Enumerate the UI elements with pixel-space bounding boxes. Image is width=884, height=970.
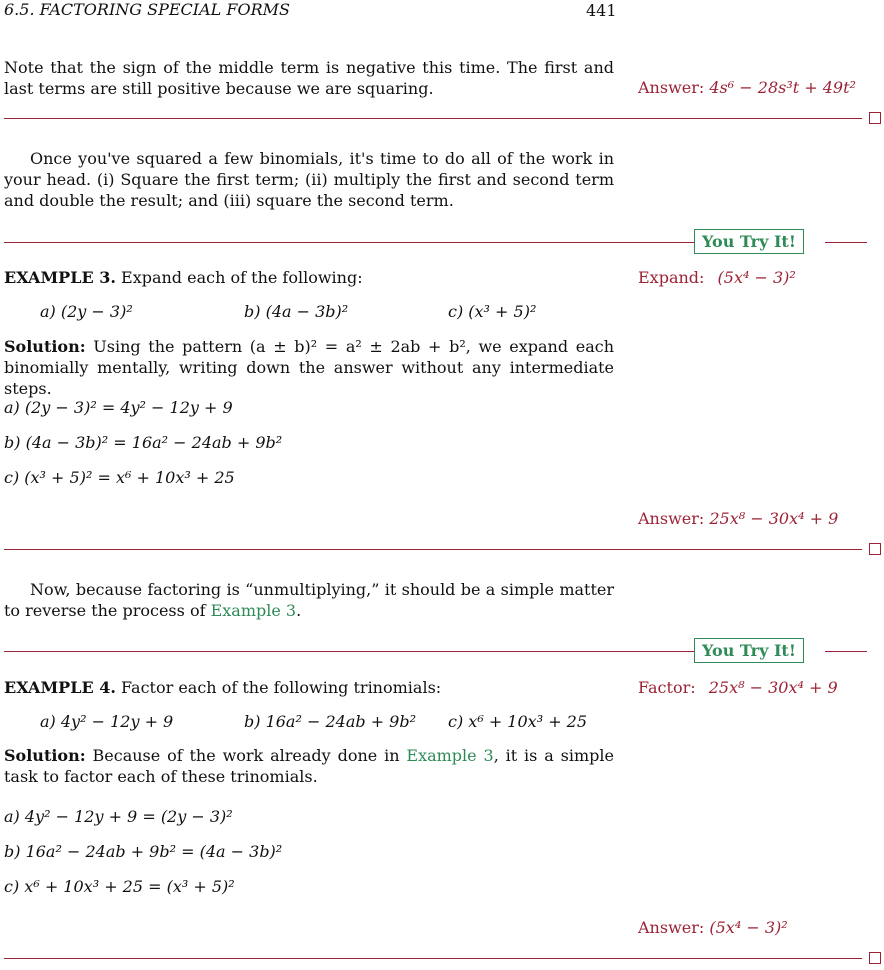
end-of-proof-box: [869, 952, 881, 964]
solution-text: Using the pattern (a ± b)² = a² ± 2ab + b², we expand each binomially mentally, writing down the answer without any intermediate steps.: [4, 337, 614, 398]
example-3-item-c: c) (x³ + 5)²: [448, 302, 537, 321]
side-prompt-label: Expand:: [638, 268, 705, 287]
divider-rule: [825, 651, 867, 652]
para-3-end: .: [296, 601, 302, 620]
example-4-result-c: c) x⁶ + 10x³ + 25 = (x³ + 5)²: [4, 877, 235, 896]
example-4-side-prompt: [638, 678, 838, 697]
example-4-prompt: Factor each of the following trinomials:: [121, 678, 442, 697]
solution-text-after: , it is a simple task to factor each of these trinomials.: [4, 746, 614, 786]
example-4-item-c: c) x⁶ + 10x³ + 25: [448, 712, 588, 731]
example-3-link[interactable]: Example 3: [406, 746, 494, 765]
divider-rule: [4, 118, 862, 119]
example-3-prompt: Expand each of the following:: [121, 268, 363, 287]
divider-rule: [4, 242, 694, 243]
you-try-it-badge: You Try It!: [694, 638, 804, 663]
divider-rule: [4, 651, 694, 652]
example-4-item-a: a) 4y² − 12y + 9: [40, 712, 174, 731]
divider-rule: [4, 549, 862, 550]
answer-1-expr: 4s⁶ − 28s³t + 49t²: [709, 78, 856, 97]
paragraph-squared-binomials: Once you've squared a few binomials, it's time to do all of the work in your head. (i) Square the first term; (ii) multiply the first and second term and double the result; and (iii) square the second term.: [4, 149, 614, 210]
example-4-result-a: a) 4y² − 12y + 9 = (2y − 3)²: [4, 807, 233, 826]
example-3-side-prompt: [638, 268, 796, 287]
side-prompt-expr: (5x⁴ − 3)²: [717, 268, 796, 287]
example-4-item-b: b) 16a² − 24ab + 9b²: [244, 712, 417, 731]
example-3-result-c: c) (x³ + 5)² = x⁶ + 10x³ + 25: [4, 468, 235, 487]
answer-expr: (5x⁴ − 3)²: [709, 918, 788, 937]
answer-label: Answer:: [638, 918, 705, 937]
divider-rule: [825, 242, 867, 243]
end-of-proof-box: [869, 112, 881, 124]
running-header-section: 6.5. FACTORING SPECIAL FORMS: [4, 0, 290, 19]
example-4-label: EXAMPLE 4.: [4, 678, 116, 697]
para-3-text: Now, because factoring is “unmultiplying,” it should be a simple matter to reverse the process of: [4, 580, 614, 620]
example-3-solution: [4, 336, 614, 399]
paragraph-unmultiplying: [4, 579, 614, 621]
example-4-heading: [4, 678, 441, 697]
end-of-proof-box: [869, 543, 881, 555]
example-4-answer: [638, 918, 788, 937]
answer-expr: 25x⁸ − 30x⁴ + 9: [709, 509, 839, 528]
answer-label: Answer:: [638, 509, 705, 528]
example-3-result-b: b) (4a − 3b)² = 16a² − 24ab + 9b²: [4, 433, 283, 452]
example-3-item-b: b) (4a − 3b)²: [244, 302, 349, 321]
paragraph-note-sign: Note that the sign of the middle term is negative this time. The first and last terms are still positive because we are squaring.: [4, 58, 614, 98]
answer-1-label: Answer:: [638, 78, 705, 97]
example-3-answer: [638, 509, 838, 528]
example-3-item-a: a) (2y − 3)²: [40, 302, 133, 321]
example-4-result-b: b) 16a² − 24ab + 9b² = (4a − 3b)²: [4, 842, 283, 861]
example-4-solution: [4, 745, 614, 787]
example-3-result-a: a) (2y − 3)² = 4y² − 12y + 9: [4, 398, 233, 417]
example-3-heading: [4, 268, 363, 287]
page-number: 441: [586, 1, 617, 20]
side-prompt-label: Factor:: [638, 678, 696, 697]
solution-text-before: Because of the work already done in: [92, 746, 400, 765]
example-3-label: EXAMPLE 3.: [4, 268, 116, 287]
answer-1: [638, 78, 856, 97]
solution-label: Solution:: [4, 746, 86, 765]
example-3-link[interactable]: Example 3: [210, 601, 297, 620]
side-prompt-expr: 25x⁸ − 30x⁴ + 9: [708, 678, 838, 697]
solution-label: Solution:: [4, 337, 86, 356]
you-try-it-badge: You Try It!: [694, 229, 804, 254]
divider-rule: [4, 958, 862, 959]
